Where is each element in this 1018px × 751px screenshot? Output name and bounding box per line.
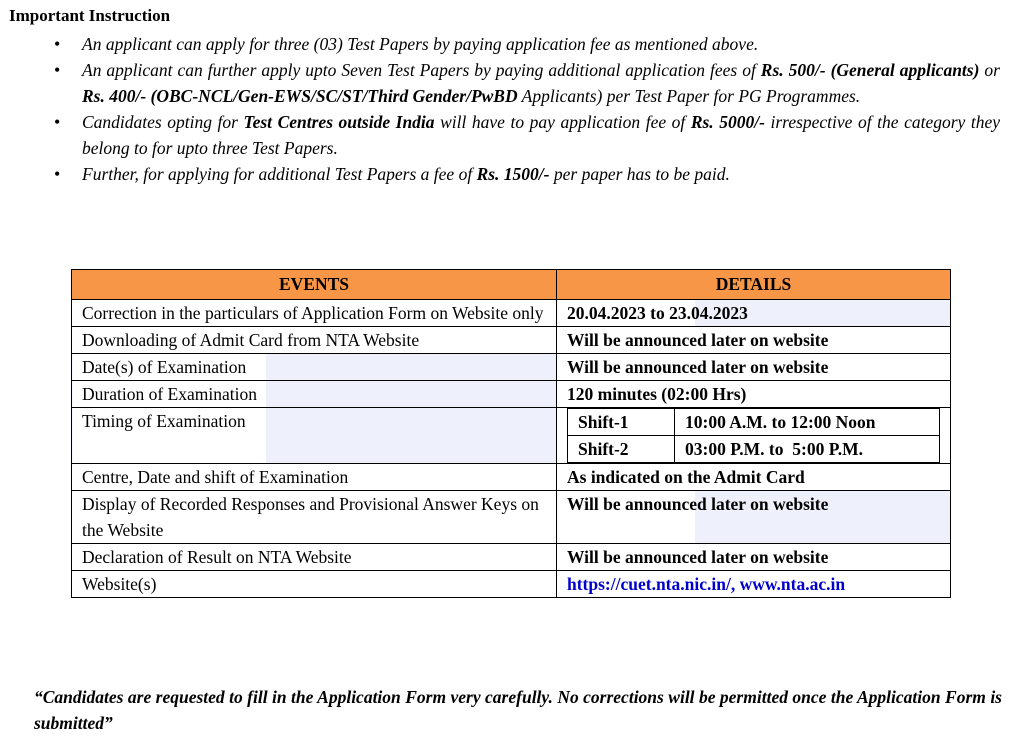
table-row xyxy=(72,300,951,327)
table-row xyxy=(72,464,951,491)
bullet-icon: • xyxy=(54,34,61,54)
shift-time: 10:00 A.M. to 12:00 Noon xyxy=(675,409,940,436)
instruction-text-segment: Rs. 1500/- xyxy=(476,164,550,184)
bullet-icon: • xyxy=(54,112,61,132)
instruction-text-segment: An applicant can further apply upto Seven Test Papers by paying additional application fees of xyxy=(82,60,761,80)
event-cell: Declaration of Result on NTA Website xyxy=(72,544,557,571)
detail-cell: Will be announced later on website xyxy=(557,354,951,381)
detail-cell: Will be announced later on website xyxy=(557,327,951,354)
instruction-text-segment: or xyxy=(979,60,1000,80)
instruction-text-segment: irrespective of the category they belong to for upto three Test Papers. xyxy=(82,112,1000,158)
instruction-text-segment: Applicants) per Test Paper for PG Programmes. xyxy=(517,86,861,106)
events-header: EVENTS xyxy=(72,270,557,300)
nta-website-link[interactable]: www.nta.ac.in xyxy=(739,574,846,594)
table-row xyxy=(72,354,951,381)
bullet-icon: • xyxy=(54,164,61,184)
footer-note: “Candidates are requested to fill in the Application Form very carefully. No corrections will be permitted once the Application Form is submitted” xyxy=(34,687,1002,733)
table-row xyxy=(72,327,951,354)
table-header-row xyxy=(72,270,951,300)
detail-cell: 20.04.2023 to 23.04.2023 xyxy=(557,300,951,327)
shift-label: Shift-1 xyxy=(568,409,675,436)
instruction-heading: Important Instruction xyxy=(9,6,171,25)
event-cell: Website(s) xyxy=(72,571,557,598)
details-header: DETAILS xyxy=(557,270,951,300)
shift-table xyxy=(567,408,940,463)
event-cell: Correction in the particulars of Application Form on Website only xyxy=(72,300,557,327)
instruction-text-segment: Further, for applying for additional Test Papers a fee of xyxy=(82,164,477,184)
shift-row xyxy=(568,436,940,463)
table-row xyxy=(72,491,951,544)
shift-time: 03:00 P.M. to 5:00 P.M. xyxy=(675,436,940,463)
instruction-text-segment: Rs. 500/- (General applicants) xyxy=(760,60,980,80)
event-cell: Centre, Date and shift of Examination xyxy=(72,464,557,491)
shift-cell xyxy=(557,408,951,464)
detail-cell: Will be announced later on website xyxy=(557,544,951,571)
instruction-item xyxy=(0,57,1000,109)
event-cell: Duration of Examination xyxy=(72,381,557,408)
cuet-website-link[interactable]: https://cuet.nta.nic.in/ xyxy=(567,574,731,594)
instruction-list xyxy=(0,31,1000,187)
shift-row xyxy=(568,409,940,436)
instruction-text-segment: per paper has to be paid. xyxy=(549,164,730,184)
instruction-text-segment: Rs. 400/- (OBC-NCL/Gen-EWS/SC/ST/Third Gender/PwBD xyxy=(82,86,518,106)
table-row xyxy=(72,571,951,598)
detail-cell: As indicated on the Admit Card xyxy=(557,464,951,491)
instruction-item xyxy=(0,161,1000,187)
event-cell: Downloading of Admit Card from NTA Website xyxy=(72,327,557,354)
event-cell: Date(s) of Examination xyxy=(72,354,557,381)
instruction-item xyxy=(0,109,1000,161)
detail-cell xyxy=(557,571,951,598)
detail-cell: Will be announced later on website xyxy=(557,491,951,544)
instruction-text-segment: Rs. 5000/- xyxy=(690,112,765,132)
detail-cell: 120 minutes (02:00 Hrs) xyxy=(557,381,951,408)
table-row xyxy=(72,408,951,464)
instruction-text-segment: will have to pay application fee of xyxy=(434,112,691,132)
instruction-item xyxy=(0,31,1000,57)
instruction-text-segment: An applicant can apply for three (03) Test Papers by paying application fee as mentioned above. xyxy=(82,34,759,54)
events-table xyxy=(71,269,951,598)
shift-label: Shift-2 xyxy=(568,436,675,463)
event-cell: Timing of Examination xyxy=(72,408,557,464)
table-row xyxy=(72,544,951,571)
bullet-icon: • xyxy=(54,60,61,80)
instruction-text-segment: Test Centres outside India xyxy=(243,112,435,132)
link-separator: , xyxy=(730,574,740,594)
table-row xyxy=(72,381,951,408)
instruction-text-segment: Candidates opting for xyxy=(82,112,244,132)
event-cell: Display of Recorded Responses and Provisional Answer Keys on the Website xyxy=(72,491,557,544)
